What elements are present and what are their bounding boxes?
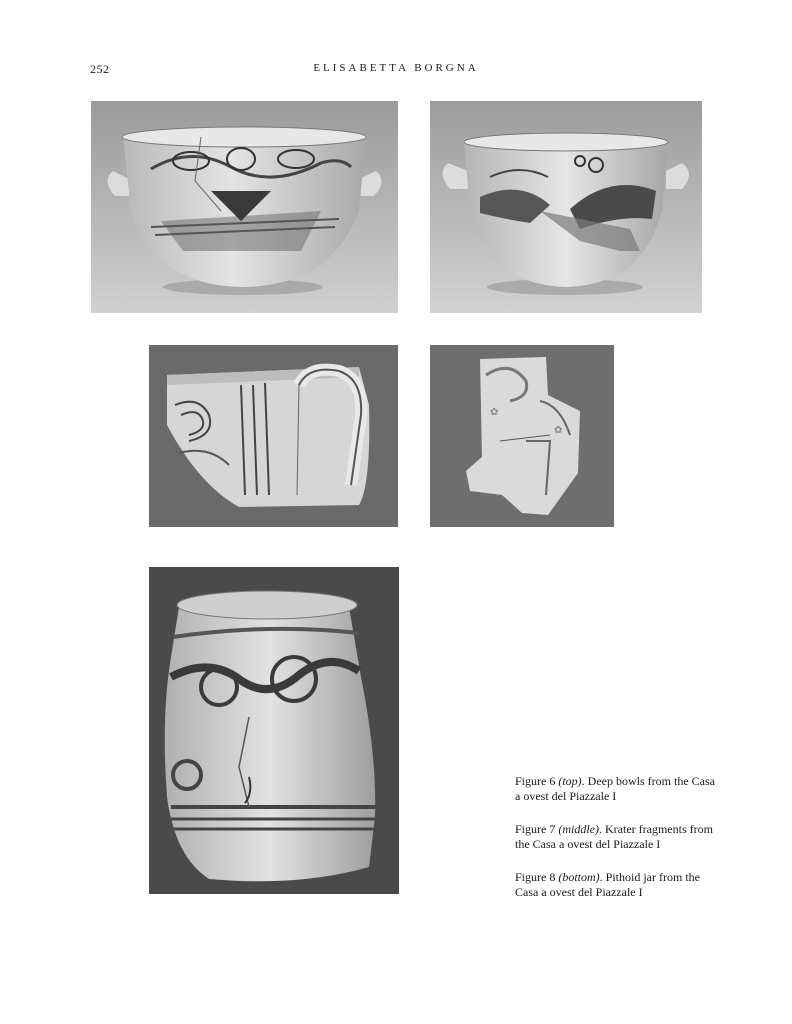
svg-text:✿: ✿ — [554, 425, 563, 436]
figure-6-right-photo — [430, 101, 702, 313]
caption-text: . Deep bowls from the Casa a ovest del Piazzale I — [515, 774, 715, 803]
caption-position: (middle) — [558, 822, 599, 836]
running-head: ELISABETTA BORGNA — [313, 62, 479, 74]
caption-position: (top) — [558, 774, 582, 788]
svg-text:✿: ✿ — [490, 407, 499, 418]
figure-6-left-photo — [91, 101, 398, 313]
caption-text: . Krater fragments from the Casa a ovest del Piazzale I — [515, 822, 713, 851]
figure-7-right-photo — [430, 345, 614, 527]
krater-fragment-image — [149, 345, 398, 527]
figure-8-photo — [149, 567, 399, 894]
figure-captions — [515, 774, 715, 918]
caption-label: Figure 7 — [515, 822, 556, 836]
krater-fragment-image — [430, 345, 614, 527]
caption-position: (bottom) — [558, 870, 600, 884]
caption-label: Figure 6 — [515, 774, 556, 788]
page-number: 252 — [90, 62, 110, 76]
caption-figure-7 — [515, 822, 715, 852]
caption-figure-6 — [515, 774, 715, 804]
deep-bowl-image — [430, 101, 702, 313]
caption-label: Figure 8 — [515, 870, 556, 884]
caption-text: . Pithoid jar from the Casa a ovest del Piazzale I — [515, 870, 700, 899]
deep-bowl-image — [91, 101, 398, 313]
pithoid-jar-image — [149, 567, 399, 894]
caption-figure-8 — [515, 870, 715, 900]
figure-7-left-photo — [149, 345, 398, 527]
